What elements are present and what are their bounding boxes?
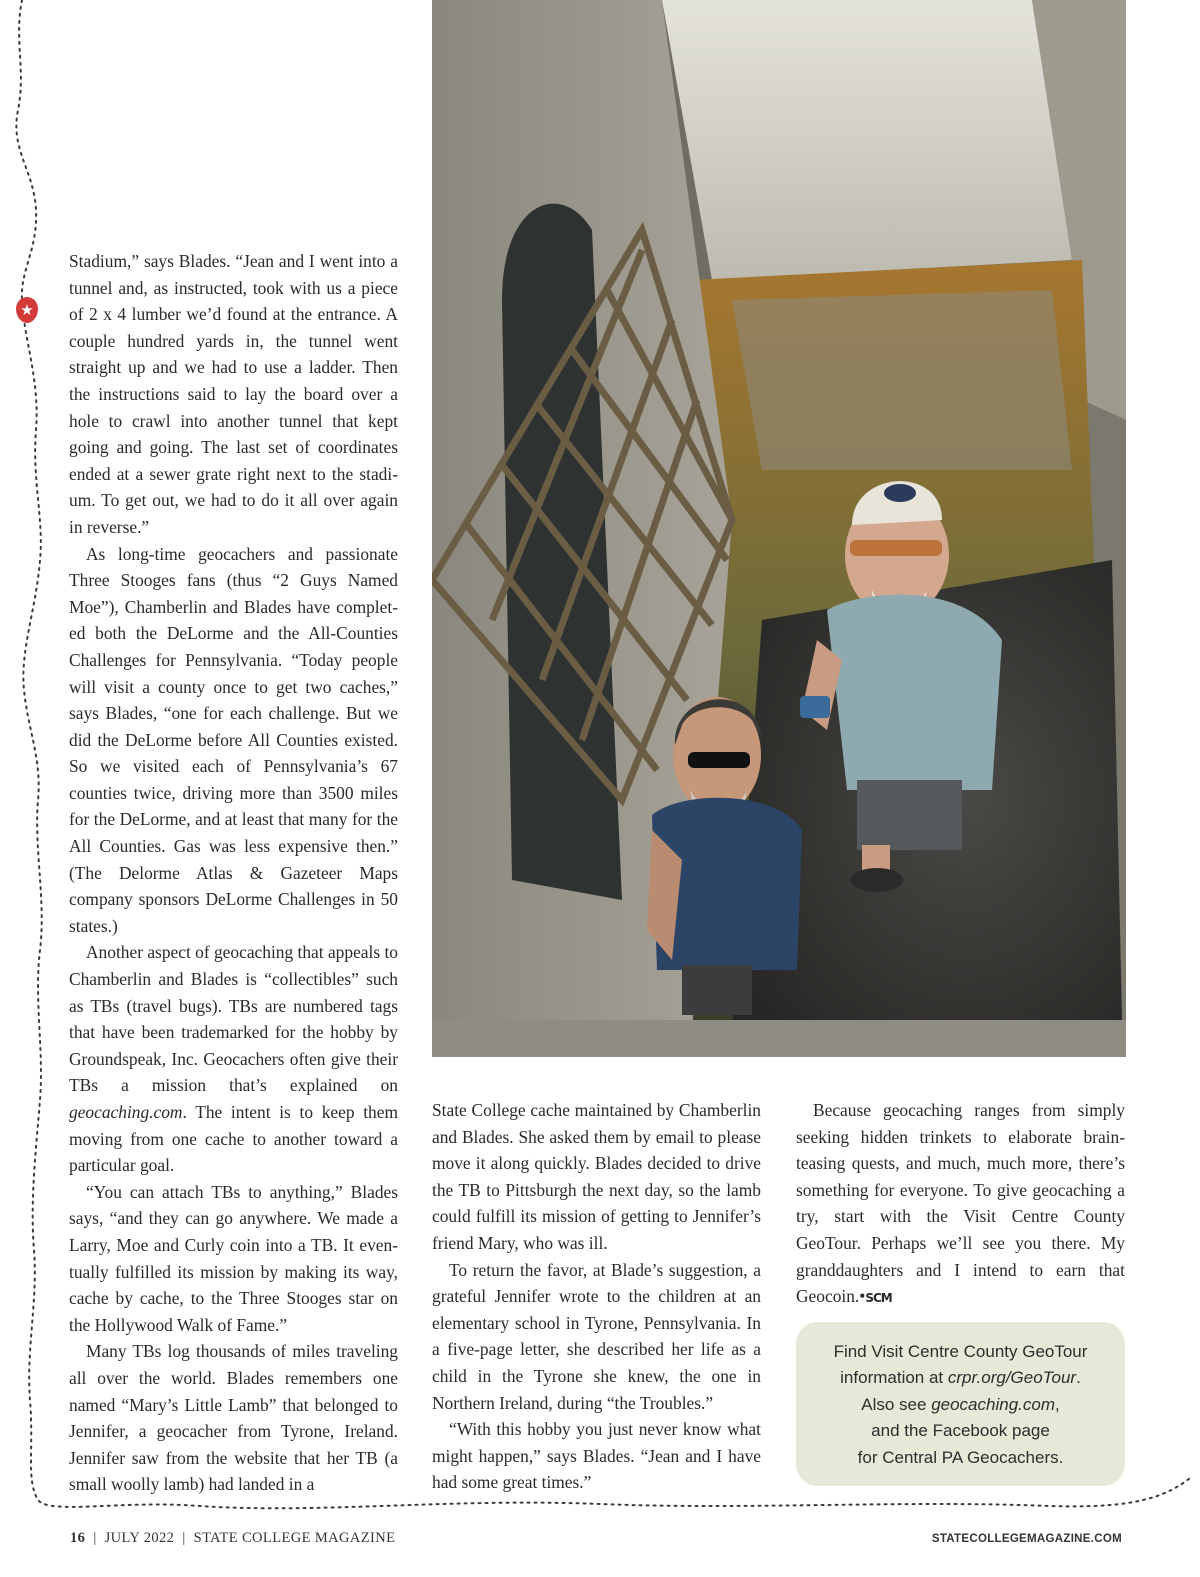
article-column-1: [69, 248, 398, 1498]
website-reference: geocaching.com: [69, 1102, 183, 1122]
geotour-link[interactable]: crpr.org/GeoTour: [947, 1368, 1077, 1388]
geocaching-link[interactable]: geocaching.com: [931, 1394, 1055, 1414]
article-photo: [432, 0, 1126, 1057]
paragraph-text: Another aspect of geocaching that appeals to Chamberlin and Blades is “collectibles” such as TBs (travel bugs). TBs are numbered tags that have been trademarked for the hobby by Groundspeak, Inc. Geocachers often give their TBs a mission that’s explained on: [69, 942, 398, 1096]
callout-text: Also see: [861, 1394, 932, 1414]
website-url[interactable]: STATECOLLEGEMAGAZINE.COM: [931, 1533, 1122, 1545]
magazine-name: STATE COLLEGE MAGAZINE: [193, 1530, 396, 1546]
paragraph: [796, 1097, 1125, 1312]
paragraph: [69, 939, 398, 1178]
footer-separator: |: [93, 1530, 97, 1546]
end-mark-logo: SCM: [865, 1291, 892, 1306]
callout-text: information at: [840, 1368, 948, 1388]
page-footer: [70, 1530, 395, 1547]
star-icon: ★: [16, 297, 38, 323]
callout-line: [796, 1365, 1125, 1391]
issue-date: JULY 2022: [104, 1530, 175, 1546]
callout-line: and the Facebook page: [871, 1421, 1050, 1441]
callout-line: Find Visit Centre County GeoTour: [833, 1342, 1088, 1361]
paragraph-text: . The intent is to keep them moving from one cache to another toward a particular goal.: [69, 1102, 398, 1176]
end-bullet: •: [859, 1286, 866, 1307]
paragraph: State College cache maintained by Chamberlin and Blades. She asked them by email to please move it along quickly. Blades decided to drive the TB to Pittsburgh the next day, so the lamb could fulfill its mission of getting to Jennifer’s friend Mary, who was ill.: [432, 1100, 761, 1253]
article-column-3: [796, 1097, 1125, 1312]
paragraph: To return the favor, at Blade’s suggestion, a grateful Jennifer wrote to the children at an elementary school in Tyrone, Pennsylvania. In a five-page letter, she described her life as a child in the Tyrone she knew, the one in Northern Ireland, during “the Troubles.”: [432, 1259, 761, 1413]
callout-text: ,: [1055, 1394, 1060, 1414]
footer-separator: |: [182, 1530, 186, 1546]
paragraph: Stadium,” says Blades. “Jean and I went into a tunnel and, as instructed, took with us a piece of 2 x 4 lumber we’d found at the entrance. A couple hundred yards in, the tunnel went straight up and we had to use a ladder. Then the instructions said to lay the board over a hole to crawl into another tunnel that kept going and going. The last set of coordinates ended at a sewer grate right next to the stadium. To get out, we had to do it all over again in reverse.”: [69, 251, 398, 537]
paragraph-text: Because geocaching ranges from simply seeking hidden trinkets to elaborate brain-teasing quests, and much, much more, there’s something for everyone. To give geocaching a try, start with the Visit Centre County GeoTour. Perhaps we’ll see you there. My granddaughters and I intend to earn that Geocoin.: [796, 1100, 1125, 1307]
page-number: 16: [70, 1530, 86, 1546]
paragraph: As long-time geocachers and passionate Three Stooges fans (thus “2 Guys Named Moe”), Chamberlin and Blades have completed both the DeLorme and the All-Counties Challenges for Pennsylvania. “Today people will visit a county once to get two caches,” says Blades, “one for each challenge. But we did the DeLorme before All Counties existed. So we visited each of Pennsylvania’s 67 counties twice, driving more than 3500 miles for the DeLorme, and at least that many for the All Counties. Gas was less expensive then.” (The Delorme Atlas & Gazeteer Maps company sponsors DeLorme Challenges in 50 states.): [69, 543, 398, 936]
paragraph: “You can attach TBs to anything,” Blades says, “and they can go anywhere. We made a Larry, Moe and Curly coin into a TB. It eventually fulfilled its mission by making its way, cache by cache, to the Three Stooges star on the Hollywood Walk of Fame.”: [69, 1181, 398, 1335]
photo-illustration: [432, 0, 1126, 1057]
article-column-2: [432, 1097, 761, 1496]
callout-line: [796, 1392, 1125, 1418]
info-callout-box: [796, 1322, 1125, 1486]
callout-line: for Central PA Geocachers.: [857, 1447, 1064, 1467]
paragraph: Many TBs log thousands of miles traveling all over the world. Blades remembers one named “Mary’s Little Lamb” that belonged to Jennifer, a geocacher from Tyrone, Ireland. Jennifer saw from the website that her TB (a small woolly lamb) had landed in a: [69, 1341, 398, 1495]
paragraph: “With this hobby you just never know what might happen,” says Blades. “Jean and I have had some great times.”: [432, 1419, 761, 1493]
callout-text: .: [1076, 1368, 1081, 1388]
